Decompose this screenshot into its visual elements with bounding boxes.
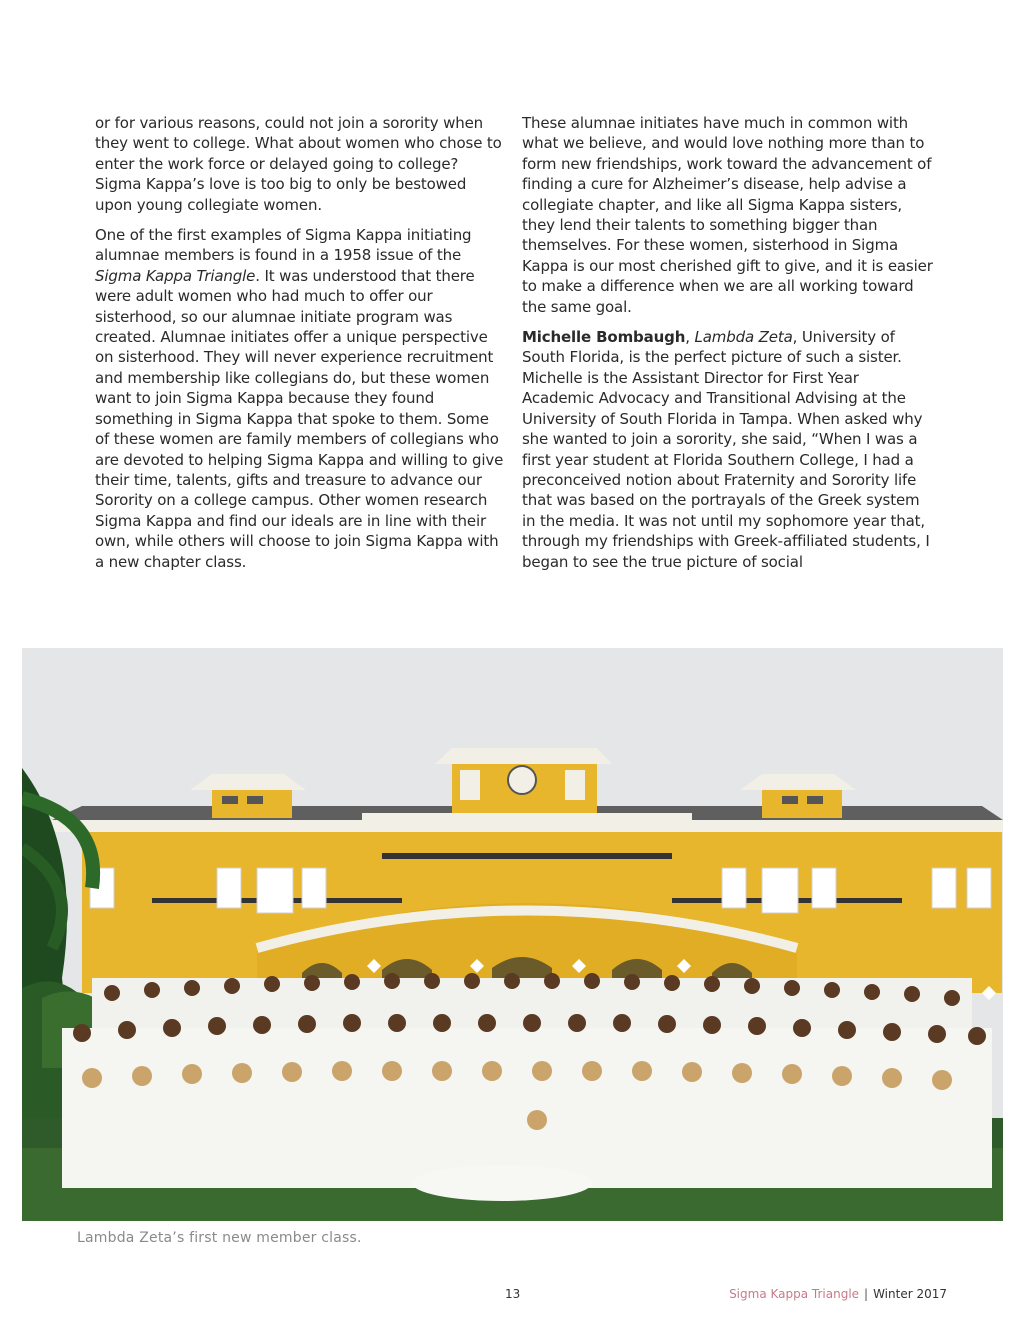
issue-date: Winter 2017 <box>873 1287 947 1301</box>
article-column-left <box>95 113 507 582</box>
publication-title: Sigma Kappa Triangle <box>95 266 256 285</box>
photo-caption: Lambda Zeta’s first new member class. <box>77 1230 362 1246</box>
group-photo <box>22 648 1003 1221</box>
paragraph-text: . It was understood that there were adult women who had much to offer our sisterhood, so our alumnae initiate program was created. Alumnae initiates offer a unique perspective on sisterhood. They will never experience recruitment and membership like collegians do, but these women want to join Sigma Kappa because they found something in Sigma Kappa that spoke to them. Some of these women are family members of collegians who are devoted to helping Sigma Kappa and willing to give their time, talents, gifts and treasure to advance our Sorority on a college campus. Other women research Sigma Kappa and find our ideals are in line with their own, while others will choose to join Sigma Kappa with a new chapter class. <box>95 266 504 571</box>
paragraph-text: , University of South Florida, is the perfect picture of such a sister. Michelle is the Assistant Director for First Year Academic Advocacy and Transitional Advising at the University of South Florida in Tampa. When asked why she wanted to join a sorority, she said, “When I was a first year student at Florida Southern College, I had a preconceived notion about Fraternity and Sorority life that was based on the portrayals of the Greek system in the media. It was not until my sophomore year that, through my friendships with Greek-affiliated students, I began to see the true picture of social <box>522 328 930 571</box>
paragraph-text: , <box>685 328 695 347</box>
article-column-right <box>522 113 934 582</box>
chapter-name: Lambda Zeta <box>694 328 793 347</box>
paragraph: These alumnae initiates have much in common with what we believe, and would love nothing more than to form new friendships, work toward the advancement of finding a cure for Alzheimer’s disease, help advise a collegiate chapter, and like all Sigma Kappa sisters, they lend their talents to something bigger than themselves. For these women, sisterhood in Sigma Kappa is our most cherished gift to give, and it is easier to make a difference when we are all working toward the same goal. <box>522 114 933 316</box>
paragraph <box>95 225 507 572</box>
crowd <box>62 973 992 1201</box>
magazine-title: Sigma Kappa Triangle <box>729 1287 860 1301</box>
running-footer <box>729 1287 947 1301</box>
person-name: Michelle Bombaugh <box>522 328 686 347</box>
page-number: 13 <box>505 1287 521 1301</box>
footer-separator: | <box>864 1287 869 1301</box>
paragraph-text: One of the first examples of Sigma Kappa initiating alumnae members is found in a 1958 issue of the <box>95 226 472 265</box>
paragraph <box>522 327 934 572</box>
paragraph: or for various reasons, could not join a sorority when they went to college. What about women who chose to enter the work force or delayed going to college? Sigma Kappa’s love is too big to only be bestowed upon young collegiate women. <box>95 114 502 214</box>
